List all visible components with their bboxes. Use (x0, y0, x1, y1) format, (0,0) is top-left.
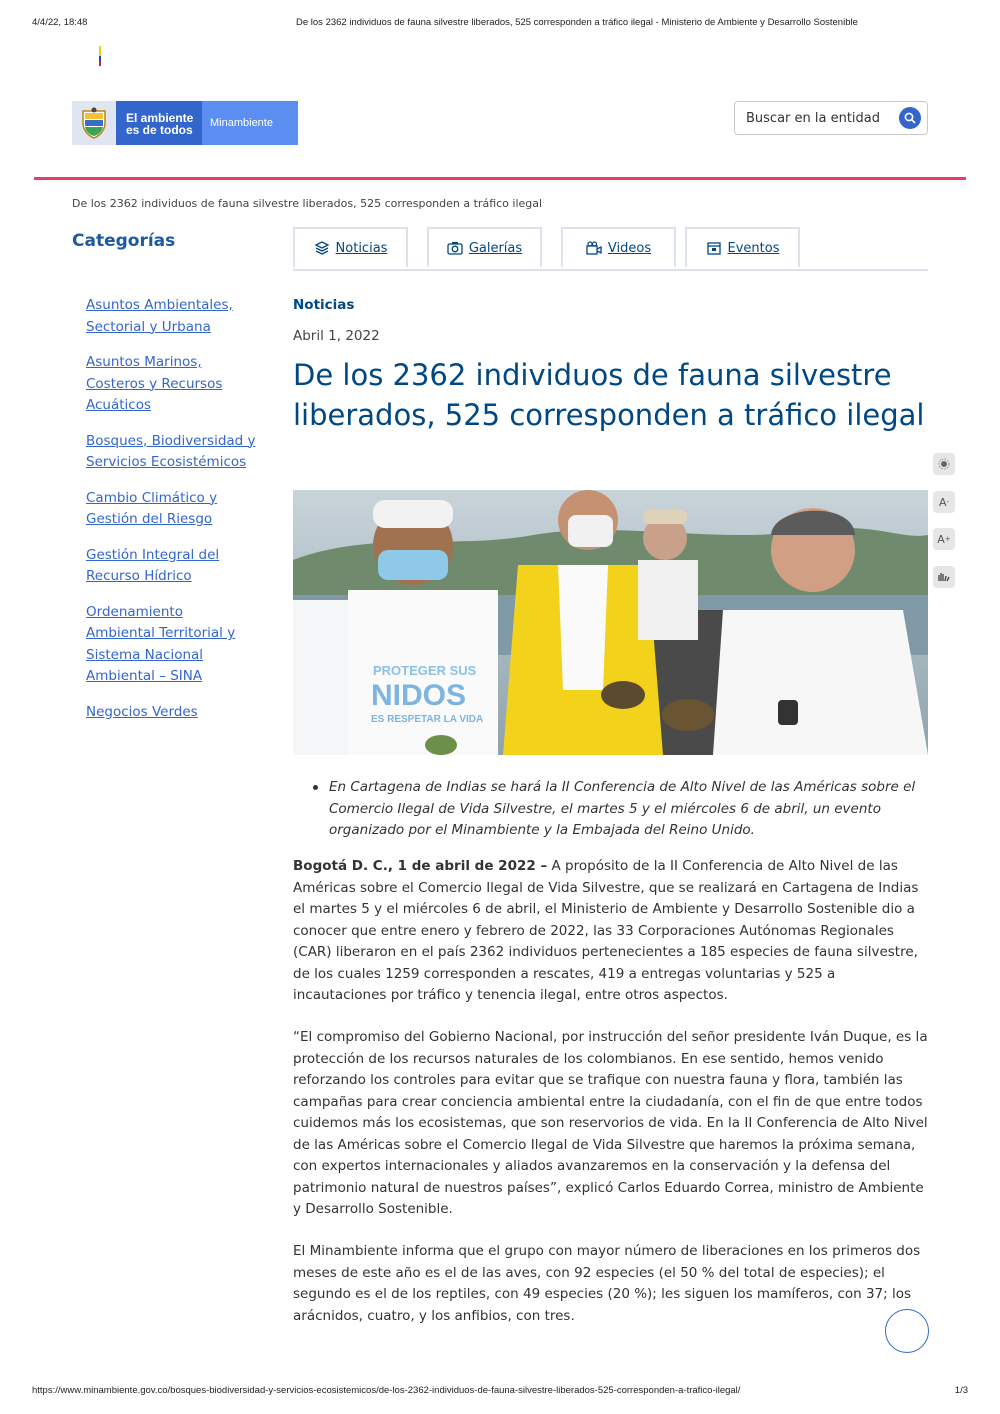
print-url: https://www.minambiente.gov.co/bosques-biodiversidad-y-servicios-ecosistemicos/de-los-2362-individuos-de-fauna-silvestre-liberados-525-corresponden-a-trafico-ilegal/ (32, 1385, 741, 1396)
tab-galerias[interactable] (427, 227, 542, 267)
sign-language-icon (937, 571, 951, 583)
calendar-icon (706, 241, 722, 255)
tab-label: Eventos (727, 240, 780, 256)
print-title: De los 2362 individuos de fauna silvestre liberados, 525 corresponden a tráfico ilegal - Ministerio de Ambiente y Desarrollo Sostenible (296, 17, 858, 28)
contrast-icon (938, 458, 950, 470)
category-link[interactable]: Cambio Climático y Gestión del Riesgo (86, 489, 218, 527)
shirt-text-2: NIDOS (371, 679, 467, 712)
shirt-text-3: ES RESPETAR LA VIDA (371, 714, 484, 725)
news-icon (314, 241, 330, 255)
font-decrease-button[interactable]: A - (933, 491, 955, 513)
font-decrease-label: A (938, 495, 947, 509)
article-title: De los 2362 individuos de fauna silvestre liberados, 525 corresponden a tráfico ilegal (293, 358, 925, 432)
tab-label: Videos (607, 240, 652, 256)
contrast-button[interactable] (933, 453, 955, 475)
print-datetime: 4/4/22, 18:48 (32, 17, 88, 28)
search-input[interactable]: Buscar en la entidad (746, 110, 881, 126)
tab-videos[interactable] (561, 227, 676, 267)
sidebar-title: Categorías (72, 231, 176, 251)
tab-eventos[interactable] (685, 227, 800, 267)
site-logo[interactable] (72, 101, 298, 145)
flag-bar (99, 46, 101, 66)
category-link[interactable]: Bosques, Biodiversidad y Servicios Ecosistémicos (86, 432, 256, 470)
tab-noticias[interactable] (293, 227, 408, 267)
article-date: Abril 1, 2022 (293, 328, 380, 344)
article-summary: En Cartagena de Indias se hará la II Conferencia de Alto Nivel de las Américas sobre el Comercio Ilegal de Vida Silvestre, el martes 5 y el miércoles 6 de abril, un evento organizado por el Minambiente y la Embajada del Reino Unido. (329, 777, 924, 842)
article-lead-dateline: Bogotá D. C., 1 de abril de 2022 – (293, 858, 548, 874)
tab-label: Galerías (468, 240, 523, 256)
logo-slogan-line-2: es de todos (126, 123, 193, 137)
article-lead-text: A propósito de la II Conferencia de Alto Nivel de las Américas sobre el Comercio Ilegal de Vida Silvestre, que se realizará en Cartagena de Indias el martes 5 y el miércoles 6 de abril, el Ministerio de Ambiente y Desarrollo Sostenible dio a conocer que entre enero y febrero de 2022, las 33 Corporaciones Autónomas Regionales (CAR) liberaron en el país 2362 individuos pertenecientes a 185 especies de fauna silvestre, de los cuales 1259 corresponden a rescates, 419 a entregas voluntarias y 525 a incautaciones por tráfico y tenencia ilegal, entre otros aspectos. (293, 858, 919, 1003)
search-button[interactable] (899, 107, 921, 129)
shield-icon (72, 101, 116, 145)
font-increase-label: A (937, 532, 945, 546)
category-link[interactable]: Gestión Integral del Recurso Hídrico (86, 546, 220, 584)
shirt-text-1: PROTEGER SUS (373, 663, 477, 678)
category-link[interactable]: Asuntos Ambientales, Sectorial y Urbana (86, 297, 233, 335)
logo-slogan-line-1: El ambiente (126, 111, 194, 125)
video-icon (586, 241, 602, 255)
article-paragraph: El Minambiente informa que el grupo con mayor número de liberaciones en los primeros dos meses de este año es el de las aves, con 92 especies (el 50 % del total de especies); el segundo es el de los reptiles, con 49 especies (20 %); les siguen los mamíferos, con 37; los arácnidos, cuatro, y los anfibios, con tres. (293, 1243, 921, 1324)
category-link[interactable]: Asuntos Marinos, Costeros y Recursos Acuáticos (86, 354, 223, 413)
sign-language-button[interactable] (933, 566, 955, 588)
search-box[interactable] (734, 101, 928, 135)
article-section[interactable]: Noticias (293, 297, 355, 313)
font-increase-button[interactable]: A + (933, 528, 955, 550)
logo-brand: Minambiente (202, 101, 298, 145)
breadcrumb: De los 2362 individuos de fauna silvestre liberados, 525 corresponden a tráfico ilegal (72, 197, 543, 210)
search-icon (904, 112, 916, 124)
category-link[interactable]: Ordenamiento Ambiental Territorial y Sistema Nacional Ambiental – SINA (86, 603, 236, 684)
category-link[interactable]: Negocios Verdes (86, 703, 198, 720)
article-photo (293, 490, 928, 755)
category-list (86, 295, 256, 737)
camera-icon (447, 241, 463, 255)
content-tabs (293, 227, 928, 271)
tab-label: Noticias (335, 240, 388, 256)
print-page-number: 1/3 (954, 1385, 968, 1396)
logo-slogan (116, 101, 202, 145)
header-divider (34, 177, 966, 180)
article-lead (293, 856, 928, 1007)
floating-action-button[interactable] (885, 1309, 929, 1353)
article-quote: “El compromiso del Gobierno Nacional, por instrucción del señor presidente Iván Duque, es la protección de los recursos naturales de los colombianos. En ese sentido, hemos venido reforzando los controles para evitar que se trafique con nuestra fauna y flora, también las campañas para crear conciencia ambiental entre la ciudadanía, con el fin de que entre todos cuidemos más los ecosistemas, que son reservorios de vida. En la II Conferencia de Alto Nivel de las Américas sobre el Comercio Ilegal de Vida Silvestre que haremos la próxima semana, con expertos internacionales y aliados avanzaremos en la conservación y la defensa del patrimonio natural de nuestros países”, explicó Carlos Eduardo Correa, ministro de Ambiente y Desarrollo Sostenible. (293, 1029, 928, 1217)
